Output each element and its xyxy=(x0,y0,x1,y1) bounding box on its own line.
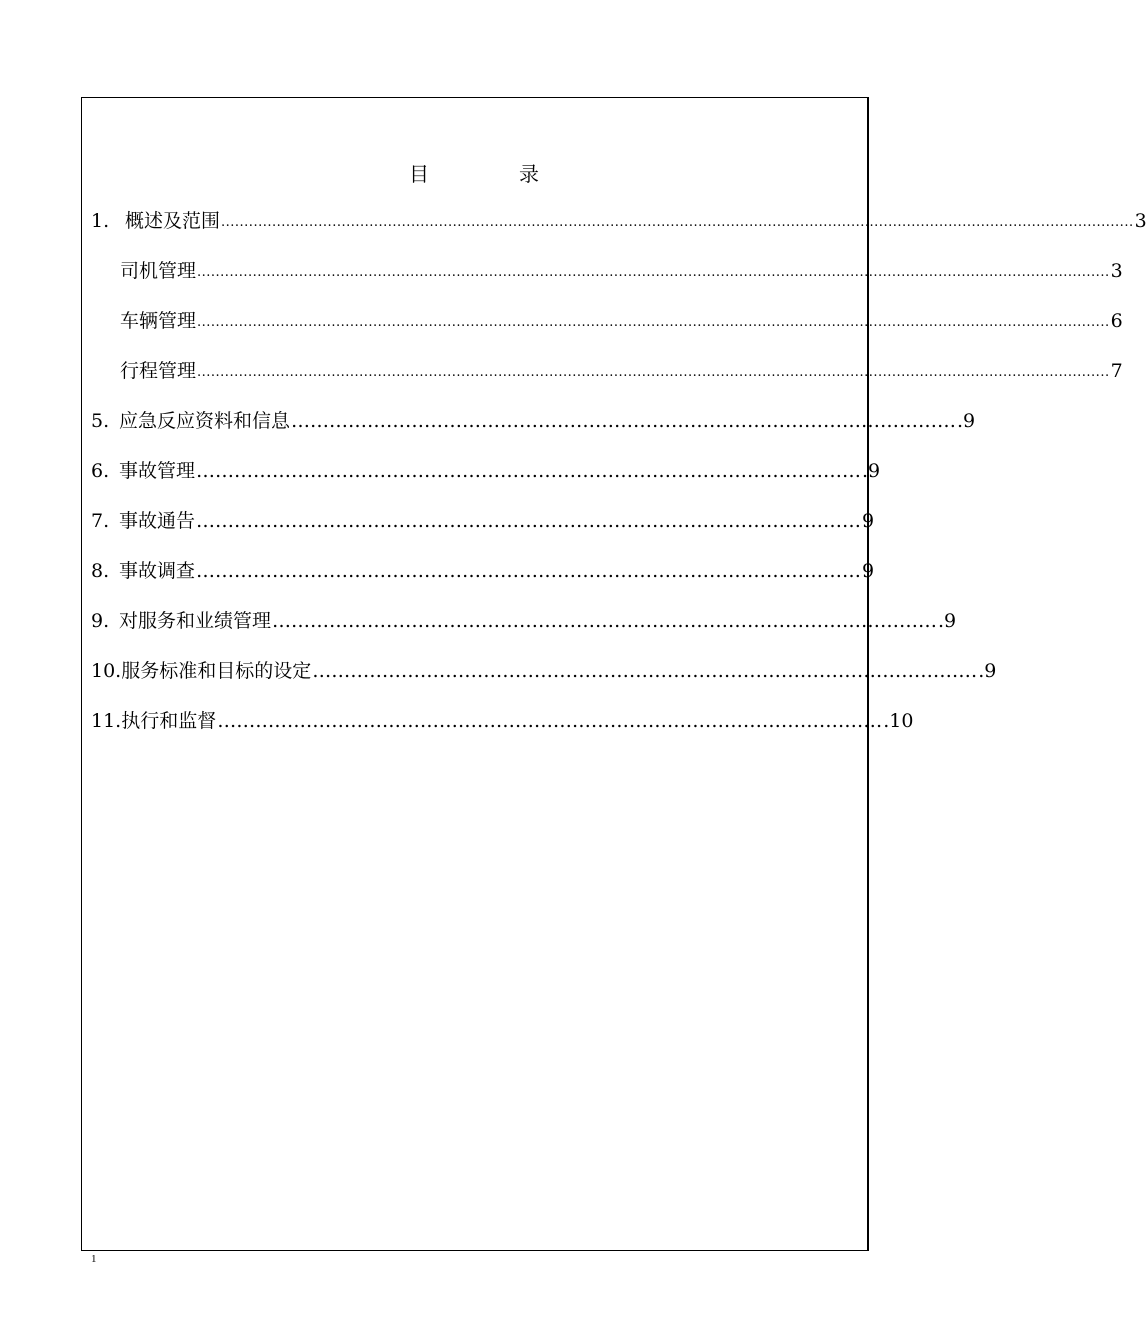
toc-entry-page: .9 xyxy=(957,410,976,432)
toc-entry-label: 事故调查 xyxy=(119,560,196,582)
toc-entry-page: .9 xyxy=(862,460,881,482)
toc-entry-number: 10. xyxy=(91,660,122,682)
toc-entry-label: 服务标准和目标的设定 xyxy=(121,660,312,682)
toc-leader-dots: …………………………………………………………………………………………… xyxy=(272,610,938,632)
toc-entry-emergency-response[interactable] xyxy=(91,406,976,456)
toc-leader-dots: ..................................................................................................................................................................................................... xyxy=(197,265,1110,280)
toc-entry-service-standards[interactable] xyxy=(91,656,997,706)
page-marker: 1 xyxy=(91,1253,97,1265)
toc-entry-number: 7. xyxy=(91,510,110,532)
toc-leader-dots: ..................................................................................................................................................................................................... xyxy=(197,365,1110,380)
toc-entry-accident-investigation[interactable] xyxy=(91,556,875,606)
toc-list xyxy=(91,206,1147,756)
toc-entry-accident-management[interactable] xyxy=(91,456,881,506)
toc-entry-number: 9. xyxy=(91,610,110,632)
toc-entry-page: .9 xyxy=(978,660,997,682)
toc-leader-dots: …………………………………………………………………………………………… xyxy=(196,560,862,582)
toc-entry-number: 6. xyxy=(91,460,110,482)
toc-entry-page: 6 xyxy=(1110,310,1123,332)
toc-leader-dots: …………………………………………………………………………………………… xyxy=(312,660,978,682)
toc-entry-label: 对服务和业绩管理 xyxy=(119,610,272,632)
toc-entry-label: 执行和监督 xyxy=(121,710,217,732)
toc-entry-vehicle-management[interactable] xyxy=(91,306,1123,356)
toc-leader-dots: …………………………………………………………………………………………… xyxy=(291,410,957,432)
toc-leader-dots: ..................................................................................................................................................................................................... xyxy=(197,315,1110,330)
toc-entry-page: 9 xyxy=(862,560,875,582)
toc-leader-dots: …………………………………………………………………………………………… xyxy=(196,460,862,482)
toc-title-char-2: 录 xyxy=(519,162,539,186)
toc-entry-page: 9 xyxy=(862,510,875,532)
toc-entry-number: 5. xyxy=(91,410,110,432)
toc-entry-number: 11. xyxy=(91,710,122,732)
toc-entry-number: 1. xyxy=(91,210,110,232)
toc-entry-label: 事故管理 xyxy=(119,460,196,482)
toc-entry-execution-supervision[interactable] xyxy=(91,706,914,756)
toc-title-char-1: 目 xyxy=(409,162,429,186)
toc-entry-trip-management[interactable] xyxy=(91,356,1123,406)
toc-entry-label: 车辆管理 xyxy=(120,310,197,332)
toc-entry-service-performance[interactable] xyxy=(91,606,957,656)
toc-leader-dots: …………………………………………………………………………………………… xyxy=(196,510,862,532)
toc-leader-dots: …………………………………………………………………………………………… xyxy=(217,710,883,732)
toc-entry-label: 司机管理 xyxy=(120,260,197,282)
toc-entry-page: .10 xyxy=(883,710,914,732)
toc-entry-driver-management[interactable] xyxy=(91,256,1123,306)
toc-entry-page: .9 xyxy=(938,610,957,632)
toc-entry-label: 概述及范围 xyxy=(125,210,221,232)
toc-entry-label: 行程管理 xyxy=(120,360,197,382)
toc-entry-number: 8. xyxy=(91,560,110,582)
toc-entry-page: 3 xyxy=(1110,260,1123,282)
toc-entry-page: 3 xyxy=(1134,210,1147,232)
toc-entry-accident-notification[interactable] xyxy=(91,506,875,556)
toc-entry-overview[interactable] xyxy=(91,206,1147,256)
toc-entry-label: 事故通告 xyxy=(119,510,196,532)
toc-leader-dots: ..................................................................................................................................................................................................... xyxy=(221,215,1134,230)
toc-entry-label: 应急反应资料和信息 xyxy=(119,410,291,432)
toc-entry-page: 7 xyxy=(1110,360,1123,382)
